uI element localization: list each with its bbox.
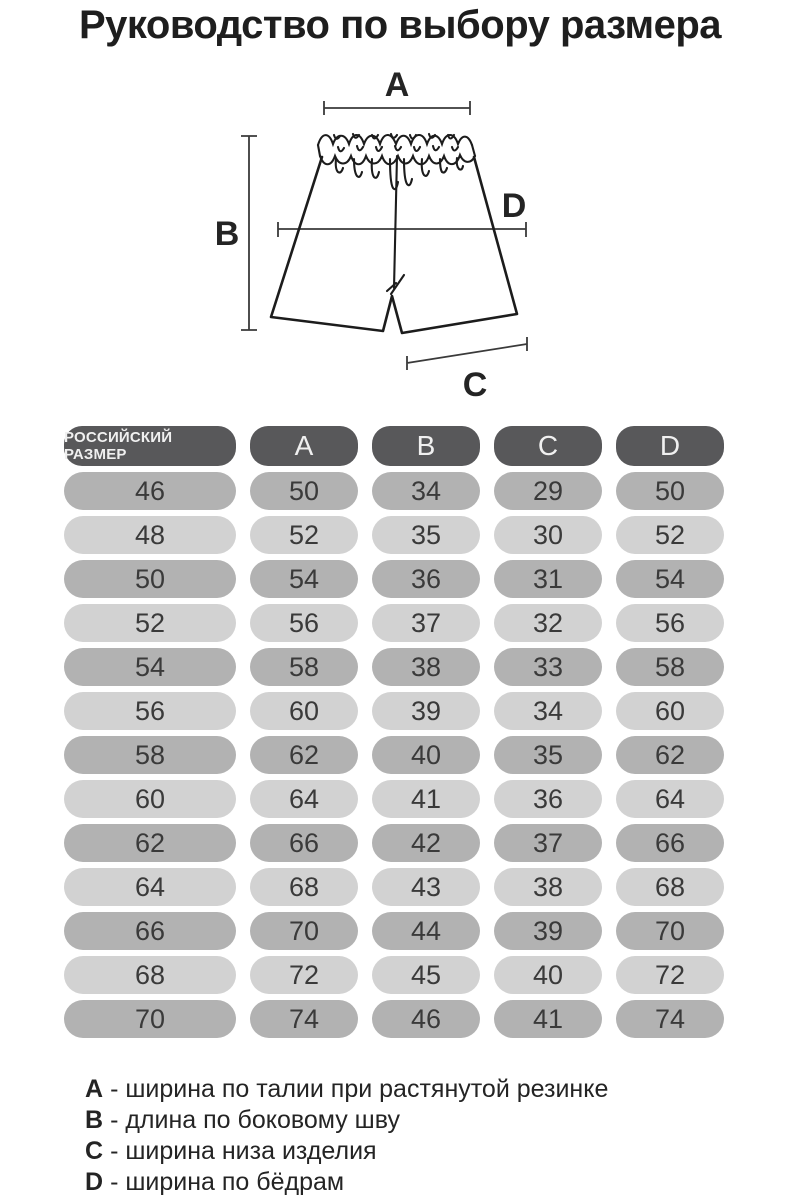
header-cell-4: D — [616, 426, 724, 466]
size-cell: 68 — [64, 956, 236, 994]
size-cell: 54 — [250, 560, 358, 598]
legend-text: - ширина низа изделия — [110, 1137, 377, 1165]
size-cell: 44 — [372, 912, 480, 950]
header-cell-0: РОССИЙСКИЙ РАЗМЕР — [64, 426, 236, 466]
size-cell: 35 — [494, 736, 602, 774]
size-cell: 54 — [616, 560, 724, 598]
legend — [85, 1074, 800, 1198]
size-cell: 52 — [64, 604, 236, 642]
dim-label-a: A — [384, 66, 410, 104]
dim-label-d: D — [501, 187, 527, 225]
size-cell: 32 — [494, 604, 602, 642]
size-cell: 45 — [372, 956, 480, 994]
legend-key: A — [85, 1075, 104, 1103]
measure-c — [407, 337, 527, 404]
size-cell: 43 — [372, 868, 480, 906]
size-cell: 56 — [64, 692, 236, 730]
size-cell: 62 — [64, 824, 236, 862]
size-cell: 60 — [250, 692, 358, 730]
size-cell: 54 — [64, 648, 236, 686]
size-cell: 33 — [494, 648, 602, 686]
legend-key: C — [85, 1137, 104, 1165]
size-cell: 58 — [616, 648, 724, 686]
legend-item — [85, 1105, 800, 1136]
size-cell: 40 — [494, 956, 602, 994]
size-cell: 50 — [64, 560, 236, 598]
size-cell: 39 — [494, 912, 602, 950]
size-cell: 66 — [616, 824, 724, 862]
size-cell: 42 — [372, 824, 480, 862]
size-cell: 52 — [616, 516, 724, 554]
size-cell: 34 — [372, 472, 480, 510]
legend-item — [85, 1167, 800, 1198]
size-cell: 70 — [64, 1000, 236, 1038]
header-cell-2: B — [372, 426, 480, 466]
size-cell: 58 — [250, 648, 358, 686]
shorts-drawing — [271, 134, 517, 333]
size-cell: 68 — [616, 868, 724, 906]
size-cell: 37 — [494, 824, 602, 862]
size-cell: 58 — [64, 736, 236, 774]
measure-a — [324, 66, 470, 115]
size-cell: 74 — [250, 1000, 358, 1038]
size-cell: 36 — [372, 560, 480, 598]
legend-text: - ширина по талии при растянутой резинке — [110, 1075, 609, 1103]
measure-b — [215, 136, 257, 330]
size-cell: 60 — [616, 692, 724, 730]
size-cell: 70 — [250, 912, 358, 950]
size-cell: 52 — [250, 516, 358, 554]
size-cell: 39 — [372, 692, 480, 730]
size-cell: 29 — [494, 472, 602, 510]
header-cell-3: C — [494, 426, 602, 466]
size-table — [64, 426, 800, 1038]
size-cell: 48 — [64, 516, 236, 554]
size-cell: 36 — [494, 780, 602, 818]
size-cell: 46 — [372, 1000, 480, 1038]
page-root — [0, 3, 800, 1200]
shorts-diagram — [0, 56, 800, 418]
size-cell: 40 — [372, 736, 480, 774]
legend-key: D — [85, 1168, 104, 1196]
size-cell: 41 — [494, 1000, 602, 1038]
size-cell: 30 — [494, 516, 602, 554]
size-cell: 38 — [494, 868, 602, 906]
size-cell: 35 — [372, 516, 480, 554]
size-cell: 31 — [494, 560, 602, 598]
dim-label-c: C — [462, 366, 488, 404]
legend-key: B — [85, 1106, 104, 1134]
size-cell: 56 — [250, 604, 358, 642]
size-cell: 68 — [250, 868, 358, 906]
size-cell: 41 — [372, 780, 480, 818]
size-cell: 34 — [494, 692, 602, 730]
size-cell: 66 — [250, 824, 358, 862]
size-cell: 64 — [250, 780, 358, 818]
size-cell: 62 — [616, 736, 724, 774]
legend-text: - ширина по бёдрам — [110, 1168, 345, 1196]
size-cell: 64 — [616, 780, 724, 818]
legend-item — [85, 1136, 800, 1167]
size-cell: 50 — [250, 472, 358, 510]
size-cell: 64 — [64, 868, 236, 906]
legend-item — [85, 1074, 800, 1105]
legend-text: - длина по боковому шву — [110, 1106, 400, 1134]
size-cell: 62 — [250, 736, 358, 774]
size-cell: 38 — [372, 648, 480, 686]
size-cell: 70 — [616, 912, 724, 950]
size-cell: 50 — [616, 472, 724, 510]
size-cell: 60 — [64, 780, 236, 818]
dim-label-b: B — [214, 215, 240, 253]
header-cell-1: A — [250, 426, 358, 466]
size-cell: 74 — [616, 1000, 724, 1038]
size-cell: 46 — [64, 472, 236, 510]
page-title: Руководство по выбору размера — [78, 3, 722, 47]
size-cell: 72 — [616, 956, 724, 994]
size-cell: 56 — [616, 604, 724, 642]
size-cell: 37 — [372, 604, 480, 642]
size-cell: 66 — [64, 912, 236, 950]
size-cell: 72 — [250, 956, 358, 994]
